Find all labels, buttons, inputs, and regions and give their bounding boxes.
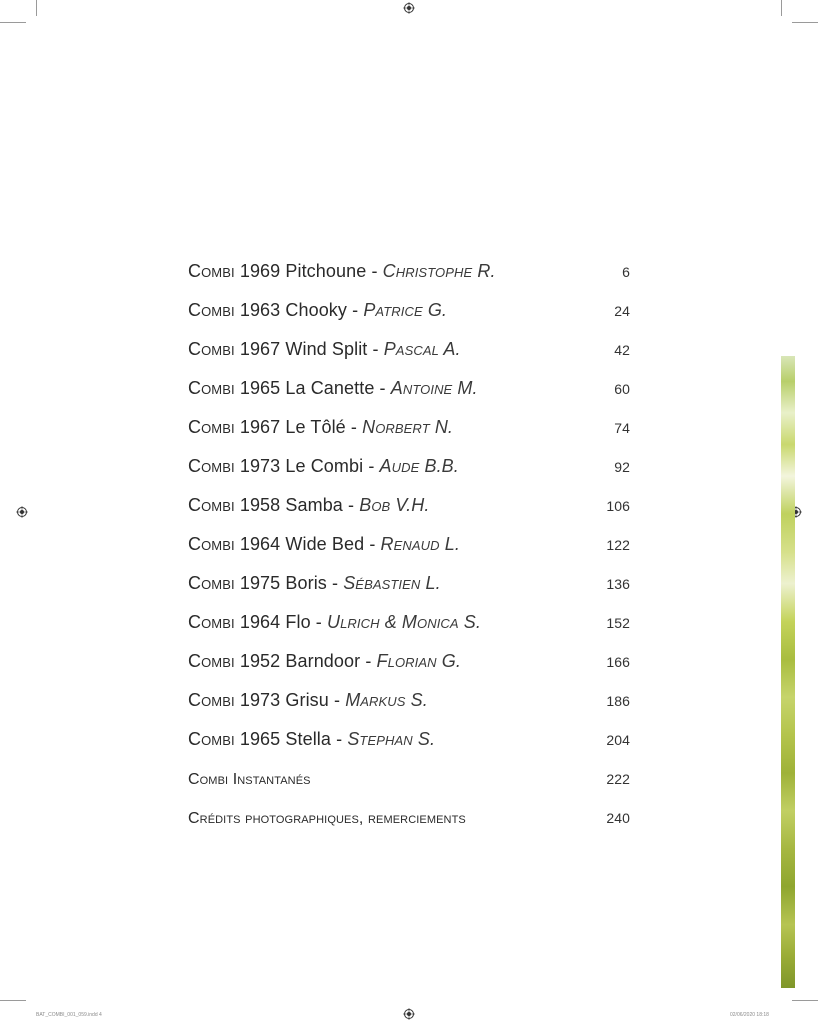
toc-title: 1965 Stella - — [234, 729, 348, 749]
crop-mark-top-left-h — [0, 22, 26, 23]
toc-row[interactable] — [188, 681, 630, 720]
toc-row[interactable] — [188, 486, 630, 525]
toc-author: Norbert N. — [362, 417, 454, 437]
crop-mark-top-left — [36, 0, 37, 16]
toc-author: Sébastien L. — [343, 573, 441, 593]
toc-page-number: 74 — [614, 419, 630, 436]
toc-author: Florian G. — [376, 651, 461, 671]
toc-author: Aude B.B. — [379, 456, 459, 476]
toc-page-number: 122 — [606, 536, 630, 553]
toc-row[interactable] — [188, 252, 630, 291]
toc-row[interactable] — [188, 759, 630, 798]
toc-prefix: Combi — [188, 417, 235, 437]
toc-entry — [188, 651, 461, 672]
toc-title: 1952 Barndoor - — [234, 651, 377, 671]
toc-row[interactable] — [188, 291, 630, 330]
table-of-contents — [188, 252, 630, 837]
toc-prefix: Crédits photographiques, remerciements — [188, 810, 466, 827]
toc-prefix: Combi Instantanés — [188, 771, 311, 788]
registration-mark-left-icon — [16, 506, 28, 518]
toc-author: Stephan S. — [347, 729, 436, 749]
crop-mark-top-right — [781, 0, 782, 16]
toc-entry — [188, 573, 441, 594]
toc-author: Antoine M. — [390, 378, 478, 398]
toc-prefix: Combi — [188, 729, 235, 749]
crop-mark-bottom-left-h — [0, 1000, 26, 1001]
toc-title: 1964 Wide Bed - — [234, 534, 381, 554]
toc-prefix: Combi — [188, 300, 235, 320]
toc-page-number: 92 — [614, 458, 630, 475]
toc-prefix: Combi — [188, 456, 235, 476]
toc-row[interactable] — [188, 564, 630, 603]
toc-author: Patrice G. — [363, 300, 448, 320]
slug-timestamp: 02/06/2020 18:18 — [730, 1012, 769, 1018]
toc-prefix: Combi — [188, 378, 235, 398]
toc-title: 1967 Wind Split - — [234, 339, 384, 359]
slug-filename: BAT_COMBI_001_059.indd 4 — [36, 1012, 102, 1018]
toc-page-number: 6 — [622, 263, 630, 280]
toc-author: Pascal A. — [383, 339, 461, 359]
toc-row[interactable] — [188, 408, 630, 447]
toc-row[interactable] — [188, 447, 630, 486]
toc-row[interactable] — [188, 642, 630, 681]
toc-title: 1965 La Canette - — [234, 378, 391, 398]
toc-entry — [188, 534, 460, 555]
toc-entry — [188, 690, 428, 711]
toc-entry — [188, 495, 429, 516]
toc-entry — [188, 378, 478, 399]
photo-strip — [781, 356, 795, 988]
toc-prefix: Combi — [188, 495, 235, 515]
toc-prefix: Combi — [188, 690, 235, 710]
toc-entry — [188, 807, 466, 828]
toc-entry — [188, 261, 496, 282]
toc-entry — [188, 456, 459, 477]
toc-page-number: 42 — [614, 341, 630, 358]
toc-author: Bob V.H. — [359, 495, 430, 515]
registration-mark-top-icon — [403, 2, 415, 14]
toc-title: 1967 Le Tôlé - — [234, 417, 363, 437]
toc-row[interactable] — [188, 720, 630, 759]
toc-entry — [188, 768, 311, 789]
toc-prefix: Combi — [188, 261, 235, 281]
toc-page-number: 186 — [606, 692, 630, 709]
toc-title: 1958 Samba - — [234, 495, 360, 515]
crop-mark-bottom-right-h — [792, 1000, 818, 1001]
toc-page-number: 24 — [614, 302, 630, 319]
toc-title: 1973 Le Combi - — [234, 456, 380, 476]
toc-row[interactable] — [188, 330, 630, 369]
toc-title: 1964 Flo - — [234, 612, 327, 632]
toc-title: 1975 Boris - — [234, 573, 344, 593]
toc-prefix: Combi — [188, 534, 235, 554]
toc-title: 1963 Chooky - — [234, 300, 364, 320]
toc-entry — [188, 417, 453, 438]
toc-entry — [188, 729, 435, 750]
toc-page-number: 204 — [606, 731, 630, 748]
toc-page-number: 136 — [606, 575, 630, 592]
toc-entry — [188, 339, 461, 360]
toc-author: Ulrich & Monica S. — [326, 612, 481, 632]
toc-author: Renaud L. — [380, 534, 460, 554]
toc-title: 1973 Grisu - — [234, 690, 346, 710]
crop-mark-top-right-h — [792, 22, 818, 23]
toc-prefix: Combi — [188, 612, 235, 632]
toc-entry — [188, 300, 447, 321]
toc-page-number: 106 — [606, 497, 630, 514]
toc-author: Markus S. — [345, 690, 428, 710]
toc-row[interactable] — [188, 798, 630, 837]
toc-prefix: Combi — [188, 339, 235, 359]
toc-prefix: Combi — [188, 573, 235, 593]
toc-row[interactable] — [188, 525, 630, 564]
toc-author: Christophe R. — [382, 261, 496, 281]
toc-page-number: 152 — [606, 614, 630, 631]
registration-mark-bottom-icon — [403, 1008, 415, 1020]
toc-prefix: Combi — [188, 651, 235, 671]
toc-page-number: 166 — [606, 653, 630, 670]
toc-title: 1969 Pitchoune - — [234, 261, 383, 281]
toc-row[interactable] — [188, 369, 630, 408]
toc-page-number: 240 — [606, 809, 630, 826]
toc-entry — [188, 612, 481, 633]
toc-page-number: 222 — [606, 770, 630, 787]
toc-page-number: 60 — [614, 380, 630, 397]
toc-row[interactable] — [188, 603, 630, 642]
